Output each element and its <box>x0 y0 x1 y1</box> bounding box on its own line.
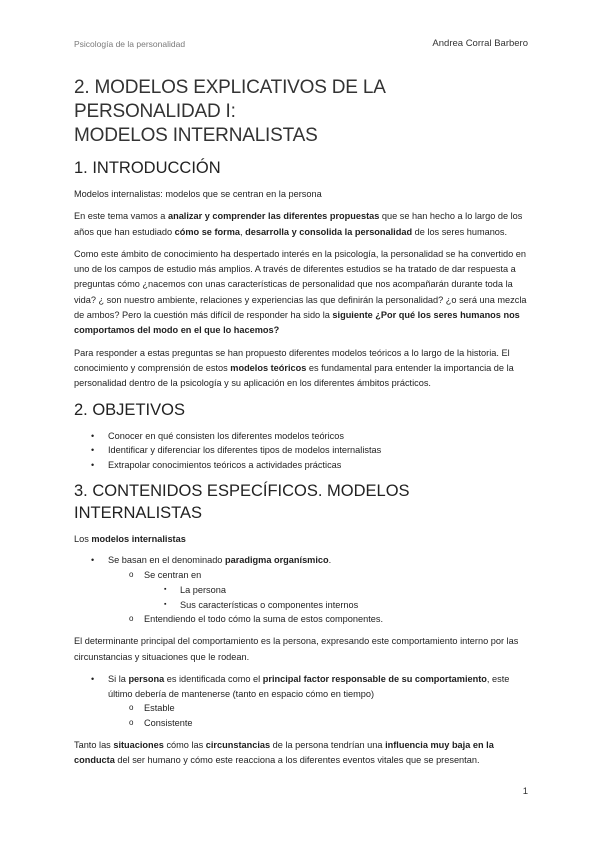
bold-run: desarrolla y consolida la personalidad <box>245 226 413 237</box>
header-author: Andrea Corral Barbero <box>432 38 528 49</box>
intro-paragraph-3 <box>74 247 534 339</box>
intro-paragraph-1: Modelos internalistas: modelos que se centran en la persona <box>74 189 322 199</box>
bold-run: paradigma organísmico <box>224 555 329 566</box>
header-course-title: Psicología de la personalidad <box>74 39 186 49</box>
contents-lead <box>74 532 534 547</box>
bold-run: influencia muy baja en la conducta <box>74 740 494 766</box>
sub-sub-list-item: ▪ Sus características o componentes internos <box>74 598 534 613</box>
determinante-paragraph: El determinante principal del comportamiento es la persona, expresando este comportamiento interno por las circunstancias y situaciones que le rodean. <box>74 636 519 662</box>
sub-sub-list-item: ▪ La persona <box>74 583 534 598</box>
list-item: • Identificar y diferenciar los diferentes tipos de modelos internalistas <box>74 443 534 458</box>
text-run: , este último debería de mantenerse (tanto en espacio cómo en tiempo) <box>108 673 510 699</box>
bold-run: modelos internalistas <box>91 533 186 544</box>
persona-list <box>74 672 534 731</box>
list-item: • Conocer en qué consisten los diferentes modelos teóricos <box>74 429 534 444</box>
list-item <box>74 672 534 702</box>
text-run: de la persona tendrían una <box>270 740 386 751</box>
text-run: Tanto las <box>74 740 114 751</box>
text-run: Como este ámbito de conocimiento ha despertado interés en la psicología, la personalidad se ha convertido en uno de los campos de estudio más amplios. A través de diferentes estudios se ha tratado de dar respuesta a preguntas cómo ¿nacemos con unas características de personalidad que nos acompañarán durante toda la vida? ¿ son nuestro ambiente, relaciones y experiencias las que definirán la personalidad? ¿o será una mezcla de ambos? Pero la cuestión más difícil de responder ha sido la <box>74 248 527 321</box>
document-body <box>74 76 534 776</box>
text-run: cómo las <box>163 740 206 751</box>
text-run: Si la <box>108 673 129 684</box>
text-run: Se basan en el denominado <box>108 555 225 566</box>
bold-run: analizar y comprender las diferentes propuestas <box>167 211 380 222</box>
objectives-list <box>74 429 534 473</box>
paradigm-list <box>74 553 534 627</box>
bold-run: principal factor responsable de su comportamiento <box>262 673 487 684</box>
list-item <box>74 553 534 568</box>
text-run: En este tema vamos a <box>74 211 168 222</box>
sub-list-item: o Estable <box>74 701 534 716</box>
heading-objetivos: 2. OBJETIVOS <box>74 400 185 419</box>
text-run: es identificada como el <box>164 673 263 684</box>
page-number: 1 <box>522 786 528 797</box>
text-run: del ser humano y cómo este reacciona a los diferentes eventos vitales que se presentan. <box>114 755 480 766</box>
text-run: de los seres humanos. <box>412 226 508 237</box>
text-run: es fundamental para entender la importancia de la personalidad dentro de la psicología y su aplicación en los diferentes ámbitos prácticos. <box>74 362 514 389</box>
sub-list-item: o Consistente <box>74 716 534 731</box>
intro-paragraph-4 <box>74 346 534 392</box>
page-title-line2: MODELOS INTERNALISTAS <box>74 125 318 146</box>
bold-run: persona <box>128 673 165 684</box>
heading-contenidos: 3. CONTENIDOS ESPECÍFICOS. MODELOS INTERNALISTAS <box>74 481 410 522</box>
list-item: • Extrapolar conocimientos teóricos a actividades prácticas <box>74 458 534 473</box>
bold-run: situaciones <box>113 740 164 751</box>
page-title <box>74 76 534 148</box>
final-paragraph <box>74 738 534 769</box>
sub-list-item: o Se centran en <box>74 568 534 583</box>
bold-run: cómo se forma <box>174 226 240 237</box>
heading-introduccion: 1. INTRODUCCIÓN <box>74 159 221 177</box>
intro-paragraph-2 <box>74 209 534 240</box>
bold-run: modelos teóricos <box>230 362 307 373</box>
bold-run: siguiente ¿Por qué los seres humanos nos comportamos del modo en el que lo hacemos? <box>74 310 520 336</box>
text-run: . <box>328 555 332 566</box>
text-run: Para responder a estas preguntas se han propuesto diferentes modelos teóricos a lo largo de la historia. El conocimiento y comprensión de estos <box>74 347 510 373</box>
sub-list-item: o Entendiendo el todo cómo la suma de estos componentes. <box>74 612 534 627</box>
text-run: que se han hecho a lo largo de los años que han estudiado <box>74 211 523 237</box>
bold-run: circunstancias <box>205 740 271 751</box>
text-run: Los <box>74 533 92 544</box>
page-title-line1: 2. MODELOS EXPLICATIVOS DE LA PERSONALIDAD I: <box>74 77 385 122</box>
text-run: , <box>240 226 246 237</box>
